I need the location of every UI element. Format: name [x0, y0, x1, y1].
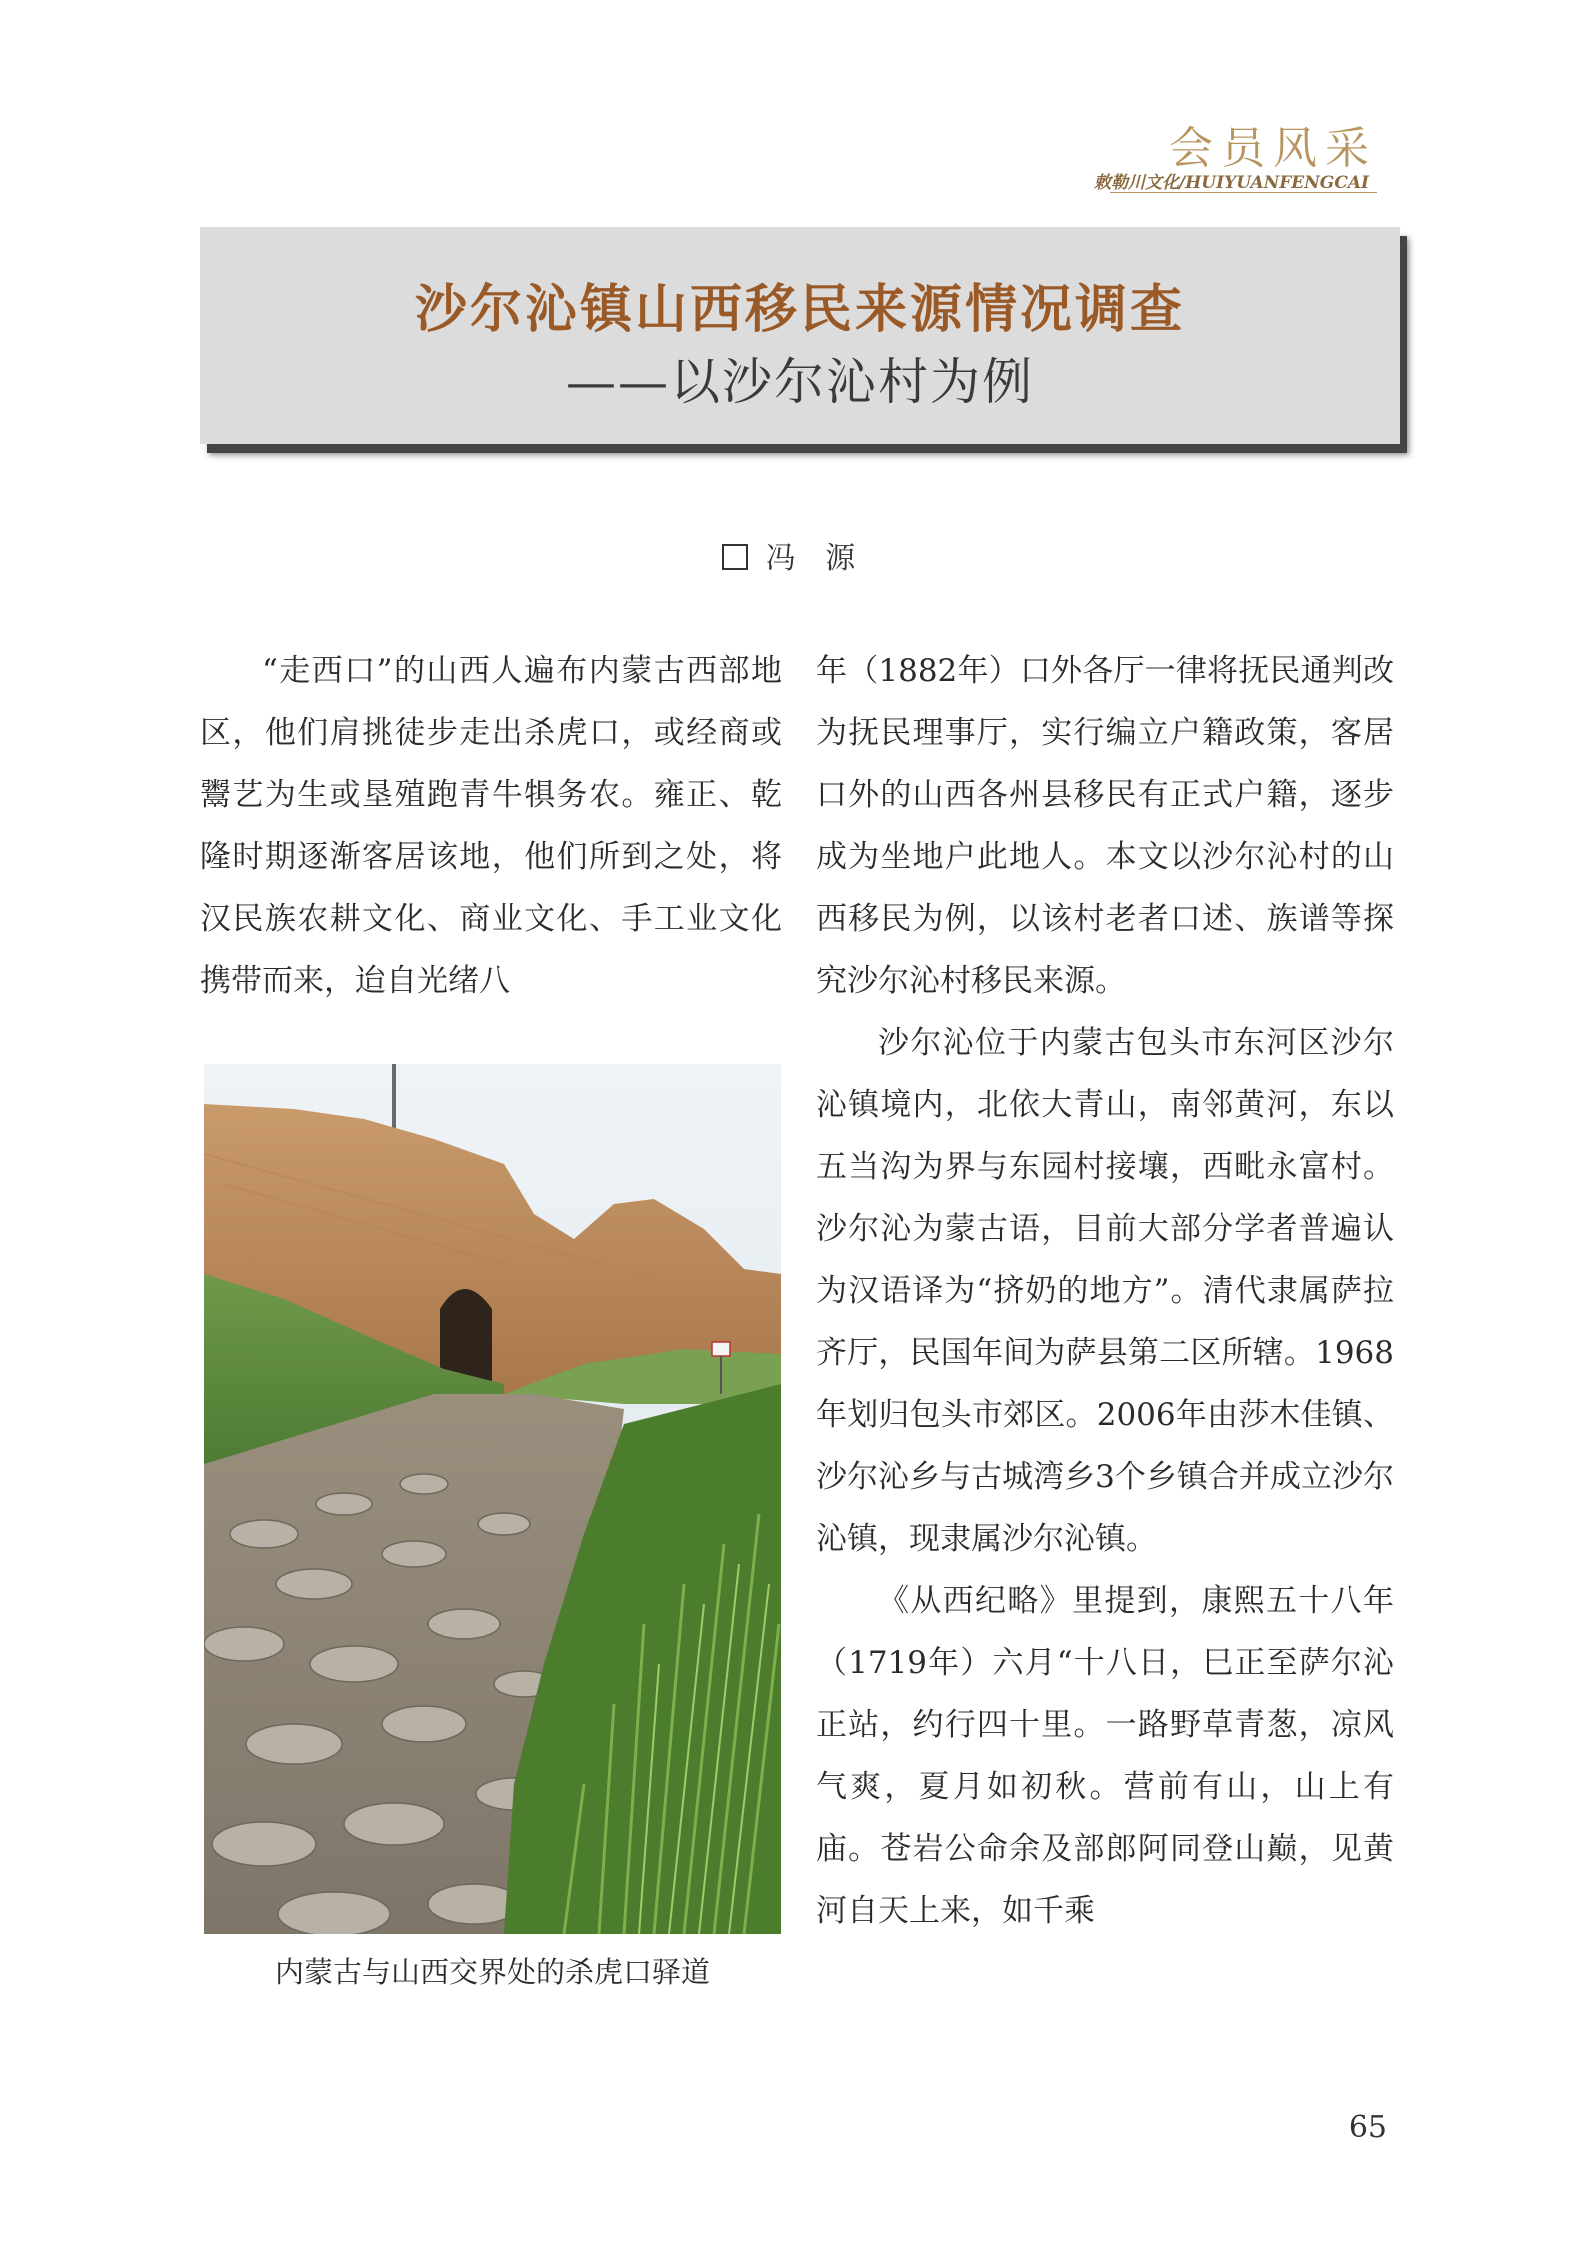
paragraph: “走西口”的山西人遍布内蒙古西部地区，他们肩挑徒步走出杀虎口，或经商或鬻艺为生或垦殖跑青牛犋务农。雍正、乾隆时期逐渐客居该地，他们所到之处，将汉民族农耕文化、商业文化、手工业文化携带而来，迨自光绪八 — [200, 653, 782, 999]
article-subtitle: ——以沙尔沁村为例 — [566, 353, 1034, 411]
paragraph: 年（1882年）口外各厅一律将抚民通判改为抚民理事厅，实行编立户籍政策，客居口外的山西各州县移民有正式户籍，逐步成为坐地户此地人。本文以沙尔沁村的山西移民为例，以该村老者口述、族谱等探究沙尔沁村移民来源。 — [816, 653, 1394, 999]
photo-caption: 内蒙古与山西交界处的杀虎口驿道 — [274, 1955, 710, 1989]
author-name: 冯 源 — [765, 541, 866, 576]
paragraph: 沙尔沁位于内蒙古包头市东河区沙尔沁镇境内，北依大青山，南邻黄河，东以五当沟为界与东园村接壤，西毗永富村。沙尔沁为蒙古语，目前大部分学者普遍认为汉语译为“挤奶的地方”。清代隶属萨拉齐厅，民国年间为萨县第二区所辖。1968年划归包头市郊区。2006年由莎木佳镇、沙尔沁乡与古城湾乡3个乡镇合并成立沙尔沁镇，现隶属沙尔沁镇。 — [816, 1025, 1394, 1557]
section-title: 会员风采 — [1169, 123, 1377, 174]
section-subtitle: 敕勒川文化/HUIYUANFENGCAI — [1094, 173, 1369, 193]
article-photo — [204, 1064, 781, 1934]
paragraph: 《从西纪略》里提到，康熙五十八年（1719年）六月“十八日，巳正至萨尔沁正站，约行四十里。一路野草青葱，凉风气爽，夏月如初秋。营前有山，山上有庙。苍岩公命余及部郎阿同登山巅，见黄河自天上来，如千乘 — [816, 1583, 1394, 1929]
author-line — [0, 533, 1587, 577]
left-column — [200, 640, 782, 1012]
right-column — [816, 640, 1394, 1942]
title-box — [200, 227, 1400, 444]
page-number: 65 — [1348, 2110, 1387, 2145]
article-title: 沙尔沁镇山西移民来源情况调查 — [414, 280, 1185, 340]
author-box-icon — [722, 544, 748, 570]
